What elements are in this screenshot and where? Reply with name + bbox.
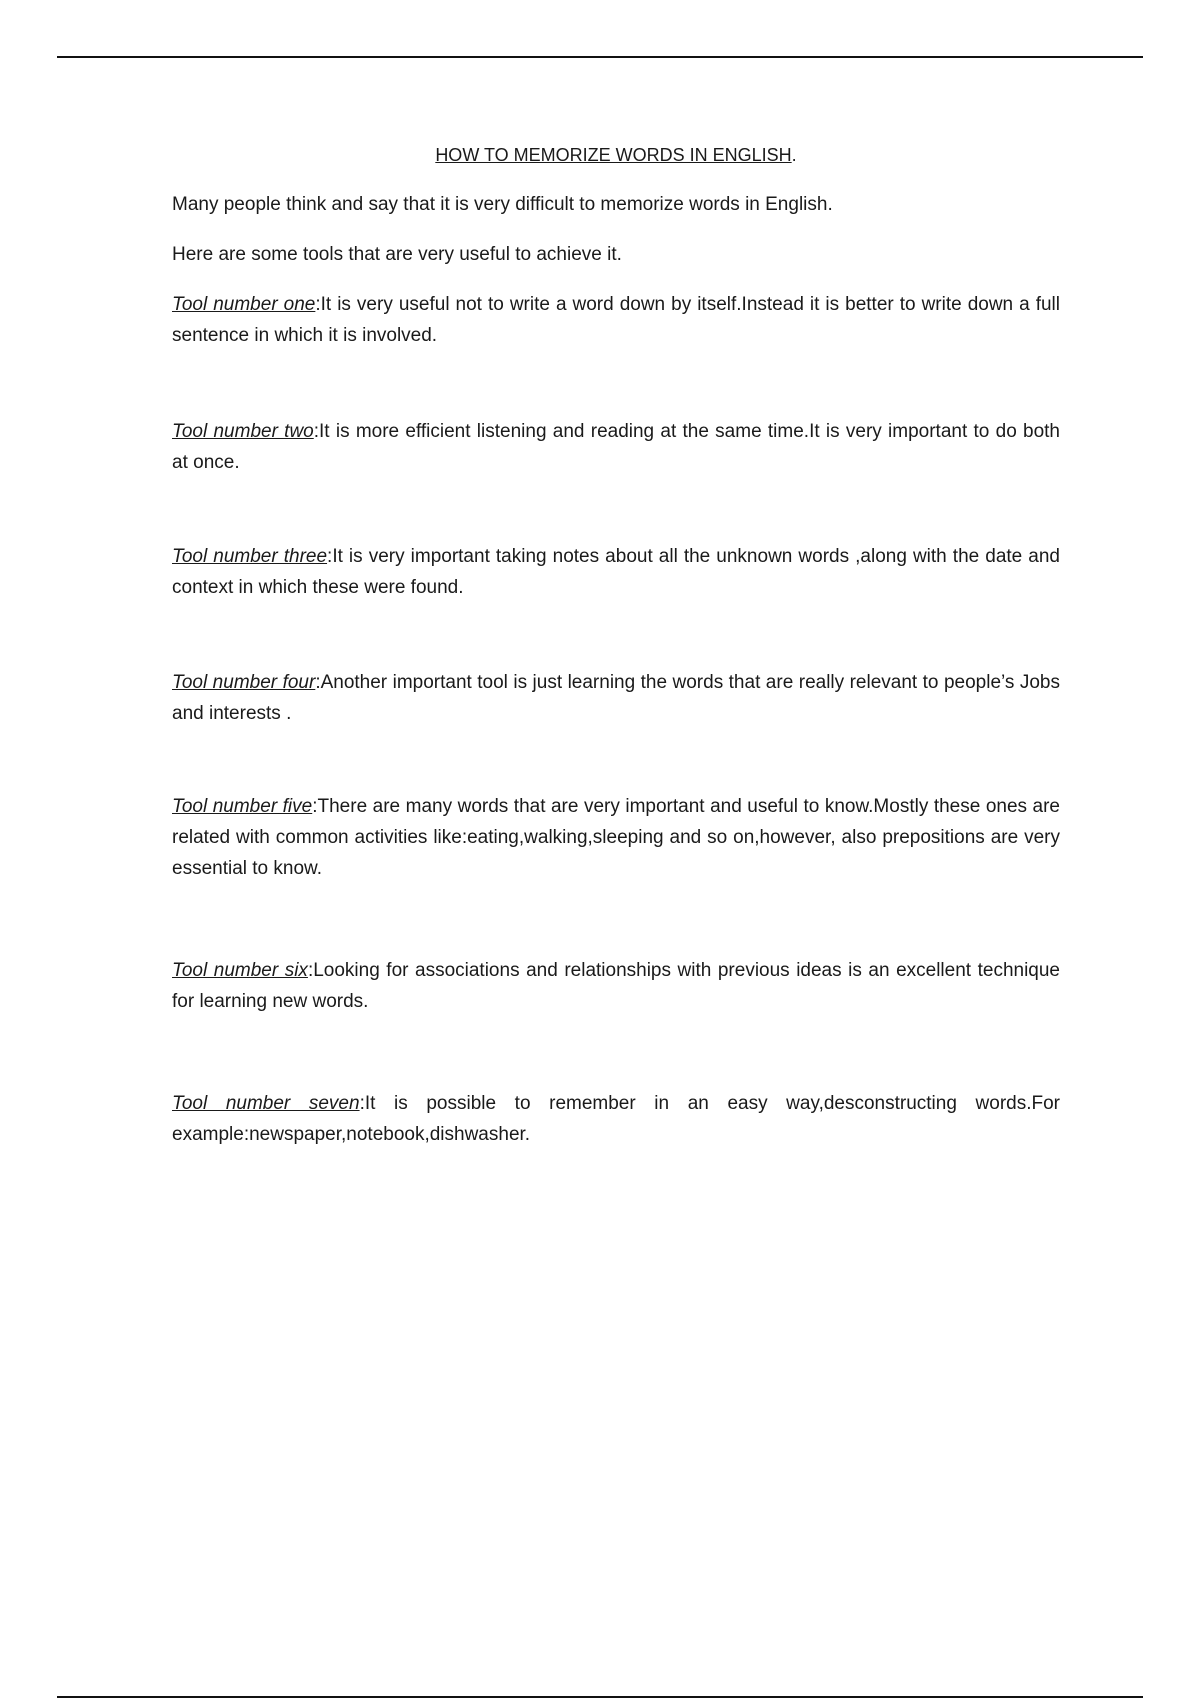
tool-text: :It is very useful not to write a word down by itself.Instead it is better to write down a full sentence in which it is involved. (172, 294, 1060, 346)
tool-paragraph-one (172, 289, 1060, 351)
tool-label: Tool number seven (172, 1093, 360, 1114)
tool-text: :It is very important taking notes about all the unknown words ,along with the date and context in which these were found. (172, 546, 1060, 598)
intro-paragraph-2: Here are some tools that are very useful to achieve it. (172, 244, 622, 265)
document-body (172, 140, 1060, 1150)
header-rule (57, 56, 1143, 58)
footer-rule (57, 1696, 1143, 1698)
tool-paragraph-two (172, 416, 1060, 478)
tool-text: :It is more efficient listening and reading at the same time.It is very important to do both at once. (172, 421, 1061, 473)
document-title-text: HOW TO MEMORIZE WORDS IN ENGLISH (435, 145, 792, 165)
document-title (172, 140, 1060, 171)
tool-label: Tool number two (172, 421, 314, 442)
tool-label: Tool number six (172, 960, 308, 981)
tool-text: :Looking for associations and relationships with previous ideas is an excellent technique for learning new words. (172, 960, 1060, 1012)
tool-label: Tool number three (172, 546, 328, 567)
tool-paragraph-five (172, 791, 1060, 884)
tool-paragraph-four (172, 667, 1060, 729)
intro-paragraph-1: Many people think and say that it is very difficult to memorize words in English. (172, 194, 833, 215)
tool-text: :There are many words that are very important and useful to know.Mostly these ones are related with common activities like:eating,walking,sleeping and so on,however, also prepositions are very essential to know. (172, 796, 1060, 879)
tool-text: :Another important tool is just learning the words that are really relevant to people’s Jobs and interests . (172, 672, 1060, 724)
document-title-period: . (791, 145, 797, 165)
tool-label: Tool number one (172, 294, 316, 315)
tool-label: Tool number five (172, 796, 313, 817)
tool-paragraph-six (172, 955, 1060, 1017)
tool-label: Tool number four (172, 672, 316, 693)
tool-paragraph-seven (172, 1088, 1060, 1150)
tool-paragraph-three (172, 541, 1060, 603)
tool-text: :It is possible to remember in an easy way,desconstructing words.For example:newspaper,notebook,dishwasher. (172, 1093, 1060, 1145)
